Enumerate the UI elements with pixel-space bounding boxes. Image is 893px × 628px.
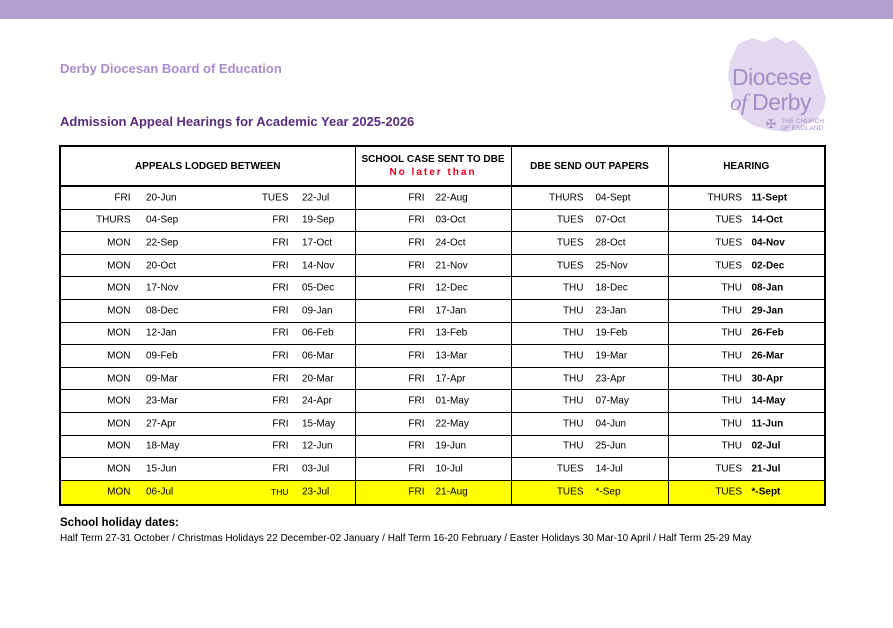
case-date: 24-Oct [435,237,466,249]
hearing-day: THU [721,395,742,407]
header-no-later-than: No later than [389,167,477,178]
papers-day: THU [562,418,584,430]
hearing-day: THU [721,350,742,362]
hearing-day: THU [721,305,742,317]
from-day: MON [107,463,131,475]
hearing-cell [668,299,825,322]
case-date: 22-May [435,418,469,430]
logo-line-derby [730,89,811,116]
case-day: FRI [408,395,425,407]
school-case-cell [355,254,511,277]
to-day: FRI [272,463,289,475]
appeals-cell [60,390,355,413]
hearing-date: 30-Apr [751,373,784,385]
dbe-papers-cell [511,277,668,300]
hearing-day: THURS [707,192,742,204]
from-day: MON [107,305,131,317]
papers-day: THU [562,282,584,294]
header-school-case [355,146,511,186]
hearing-day: TUES [715,486,742,498]
school-case-cell [355,209,511,232]
table-row [60,322,825,345]
dbe-papers-cell [511,458,668,481]
case-date: 13-Feb [435,327,468,339]
hearing-cell [668,209,825,232]
from-date: 12-Jan [146,327,177,339]
to-day: FRI [272,305,289,317]
case-day: FRI [408,463,425,475]
to-date: 09-Jan [302,305,333,317]
diocese-logo [724,34,844,136]
hearing-cell [668,345,825,368]
hearing-day: THU [721,282,742,294]
papers-day: THU [562,327,584,339]
hearing-day: THU [721,440,742,452]
table-row [60,345,825,368]
case-day: FRI [408,350,425,362]
hearing-day: TUES [715,260,742,272]
cross-icon: ✠ [766,117,777,131]
table-row [60,458,825,481]
from-date: 09-Mar [146,373,178,385]
papers-day: THU [562,350,584,362]
appeal-schedule-table [59,145,826,506]
school-case-cell [355,390,511,413]
from-date: 04-Sep [146,214,179,226]
appeals-cell [60,458,355,481]
school-case-cell [355,367,511,390]
papers-day: THURS [549,192,584,204]
school-case-cell [355,458,511,481]
papers-date: 14-Jul [595,463,623,475]
appeals-cell [60,232,355,255]
dbe-papers-cell [511,186,668,209]
holiday-heading: School holiday dates: [60,517,179,529]
hearing-cell [668,367,825,390]
case-date: 21-Aug [435,486,468,498]
to-date: 20-Mar [302,373,334,385]
hearing-date: 08-Jan [751,282,784,294]
hearing-day: THU [721,373,742,385]
case-date: 21-Nov [435,260,468,272]
hearing-cell [668,458,825,481]
appeals-cell [60,209,355,232]
case-day: FRI [408,418,425,430]
papers-day: TUES [556,486,584,498]
from-date: 06-Jul [146,486,174,498]
case-day: FRI [408,305,425,317]
papers-date: 19-Mar [595,350,628,362]
to-day: FRI [272,327,289,339]
from-day: MON [107,350,131,362]
papers-day: TUES [556,463,584,475]
papers-date: 23-Apr [595,373,626,385]
from-date: 17-Nov [146,282,179,294]
from-date: 22-Sep [146,237,179,249]
to-date: 03-Jul [302,463,330,475]
appeals-cell [60,435,355,458]
hearing-cell [668,390,825,413]
dbe-papers-cell [511,254,668,277]
appeals-cell [60,367,355,390]
from-day: MON [107,282,131,294]
top-banner [0,0,893,19]
hearing-date: *-Sept [751,486,781,498]
school-case-cell [355,186,511,209]
hearing-cell [668,232,825,255]
hearing-date: 26-Feb [751,327,784,339]
hearing-date: 14-May [751,395,786,407]
table-row [60,412,825,435]
school-case-cell [355,345,511,368]
table-row [60,299,825,322]
logo-tagline [781,118,824,132]
appeals-cell [60,480,355,505]
logo-of: of [730,90,753,115]
from-day: MON [107,418,131,430]
case-date: 10-Jul [435,463,463,475]
case-day: FRI [408,282,425,294]
school-case-cell [355,232,511,255]
case-date: 17-Apr [435,373,466,385]
from-day: MON [107,237,131,249]
from-date: 15-Jun [146,463,177,475]
appeals-cell [60,412,355,435]
case-date: 19-Jun [435,440,467,452]
to-day: FRI [272,260,289,272]
hearing-date: 26-Mar [751,350,784,362]
to-date: 12-Jun [302,440,333,452]
hearing-cell [668,322,825,345]
hearing-date: 29-Jan [751,305,784,317]
table-row [60,367,825,390]
from-date: 20-Jun [146,192,177,204]
papers-date: 23-Jan [595,305,627,317]
to-day: FRI [272,237,289,249]
school-case-cell [355,412,511,435]
appeals-cell [60,254,355,277]
to-date: 24-Apr [302,395,333,407]
hearing-date: 04-Nov [751,237,785,249]
table-row [60,186,825,209]
hearing-day: THU [721,327,742,339]
from-day: MON [107,327,131,339]
dbe-papers-cell [511,345,668,368]
case-day: FRI [408,237,425,249]
from-day: MON [107,260,131,272]
to-day: FRI [272,282,289,294]
case-date: 12-Dec [435,282,468,294]
header-school-case-label: SCHOOL CASE SENT TO DBE [361,154,505,165]
table-header-row [60,146,825,186]
dbe-papers-cell [511,480,668,505]
organisation-name: Derby Diocesan Board of Education [60,61,282,76]
case-date: 01-May [435,395,469,407]
papers-date: 07-May [595,395,629,407]
papers-date: 25-Nov [595,260,628,272]
table-row [60,277,825,300]
papers-day: THU [562,440,584,452]
holiday-dates: Half Term 27-31 October / Christmas Holidays 22 December-02 January / Half Term 16-20 February / Easter Holidays 30 Mar-10 April / Half Term 25-29 May [60,533,752,544]
case-day: FRI [408,192,425,204]
logo-tagline-2: OF ENGLAND [781,125,824,132]
page-title: Admission Appeal Hearings for Academic Year 2025-2026 [60,114,415,129]
dbe-papers-cell [511,367,668,390]
to-day: FRI [272,440,289,452]
school-case-cell [355,480,511,505]
dbe-papers-cell [511,232,668,255]
papers-date: 04-Jun [595,418,627,430]
hearing-date: 02-Dec [751,260,785,272]
hearing-day: TUES [715,214,742,226]
hearing-cell [668,186,825,209]
papers-day: TUES [556,214,584,226]
case-date: 17-Jan [435,305,467,317]
papers-day: THU [562,373,584,385]
papers-day: THU [562,305,584,317]
hearing-date: 14-Oct [751,214,783,226]
to-day: FRI [272,214,289,226]
dbe-papers-cell [511,299,668,322]
appeals-cell [60,299,355,322]
to-date: 06-Mar [302,350,334,362]
to-date: 15-May [302,418,336,430]
to-date: 22-Jul [302,192,330,204]
from-date: 08-Dec [146,305,179,317]
papers-date: *-Sep [595,486,621,498]
hearing-cell [668,277,825,300]
to-day: THU [271,487,289,498]
table-row [60,435,825,458]
to-date: 23-Jul [302,486,330,498]
from-date: 27-Apr [146,418,177,430]
to-date: 14-Nov [302,260,335,272]
to-day: FRI [272,350,289,362]
case-date: 13-Mar [435,350,468,362]
papers-date: 25-Jun [595,440,627,452]
dbe-papers-cell [511,412,668,435]
to-day: TUES [261,192,289,204]
from-date: 09-Feb [146,350,178,362]
hearing-cell [668,412,825,435]
from-day: MON [107,440,131,452]
hearing-day: THU [721,418,742,430]
logo-line-diocese: Diocese [732,64,812,90]
to-date: 05-Dec [302,282,335,294]
case-day: FRI [408,214,425,226]
logo-tagline-1: THE CHURCH [781,118,824,125]
hearing-date: 21-Jul [751,463,781,475]
hearing-date: 11-Jun [751,418,784,430]
appeals-cell [60,322,355,345]
from-day: MON [107,486,131,498]
hearing-day: TUES [715,463,742,475]
appeals-cell [60,186,355,209]
papers-date: 18-Dec [595,282,628,294]
case-day: FRI [408,260,425,272]
school-case-cell [355,435,511,458]
header-appeals-lodged: APPEALS LODGED BETWEEN [60,146,355,186]
school-case-cell [355,299,511,322]
to-day: FRI [272,395,289,407]
case-day: FRI [408,327,425,339]
to-day: FRI [272,418,289,430]
dbe-papers-cell [511,390,668,413]
dbe-papers-cell [511,209,668,232]
papers-date: 07-Oct [595,214,626,226]
case-date: 03-Oct [435,214,466,226]
case-day: FRI [408,486,425,498]
case-day: FRI [408,440,425,452]
school-case-cell [355,322,511,345]
from-day: FRI [114,192,131,204]
hearing-cell [668,435,825,458]
to-date: 19-Sep [302,214,335,226]
header-hearing: HEARING [668,146,825,186]
dbe-papers-cell [511,322,668,345]
papers-date: 28-Oct [595,237,626,249]
table-row [60,232,825,255]
header-dbe-papers: DBE SEND OUT PAPERS [511,146,668,186]
hearing-date: 02-Jul [751,440,781,452]
table-row [60,480,825,505]
table-row [60,209,825,232]
to-day: FRI [272,373,289,385]
from-date: 23-Mar [146,395,178,407]
from-day: MON [107,373,131,385]
dbe-papers-cell [511,435,668,458]
table-row [60,254,825,277]
case-date: 22-Aug [435,192,468,204]
hearing-cell [668,254,825,277]
papers-date: 04-Sept [595,192,631,204]
hearing-day: TUES [715,237,742,249]
papers-day: TUES [556,237,584,249]
hearing-date: 11-Sept [751,192,788,204]
to-date: 06-Feb [302,327,334,339]
papers-date: 19-Feb [595,327,628,339]
to-date: 17-Oct [302,237,333,249]
papers-day: THU [562,395,584,407]
table-row [60,390,825,413]
hearing-cell [668,480,825,505]
from-day: THURS [96,214,131,226]
case-day: FRI [408,373,425,385]
logo-derby: Derby [752,89,811,115]
appeals-cell [60,345,355,368]
papers-day: TUES [556,260,584,272]
from-day: MON [107,395,131,407]
school-case-cell [355,277,511,300]
from-date: 20-Oct [146,260,177,272]
table-body [60,186,825,505]
appeals-cell [60,277,355,300]
from-date: 18-May [146,440,180,452]
